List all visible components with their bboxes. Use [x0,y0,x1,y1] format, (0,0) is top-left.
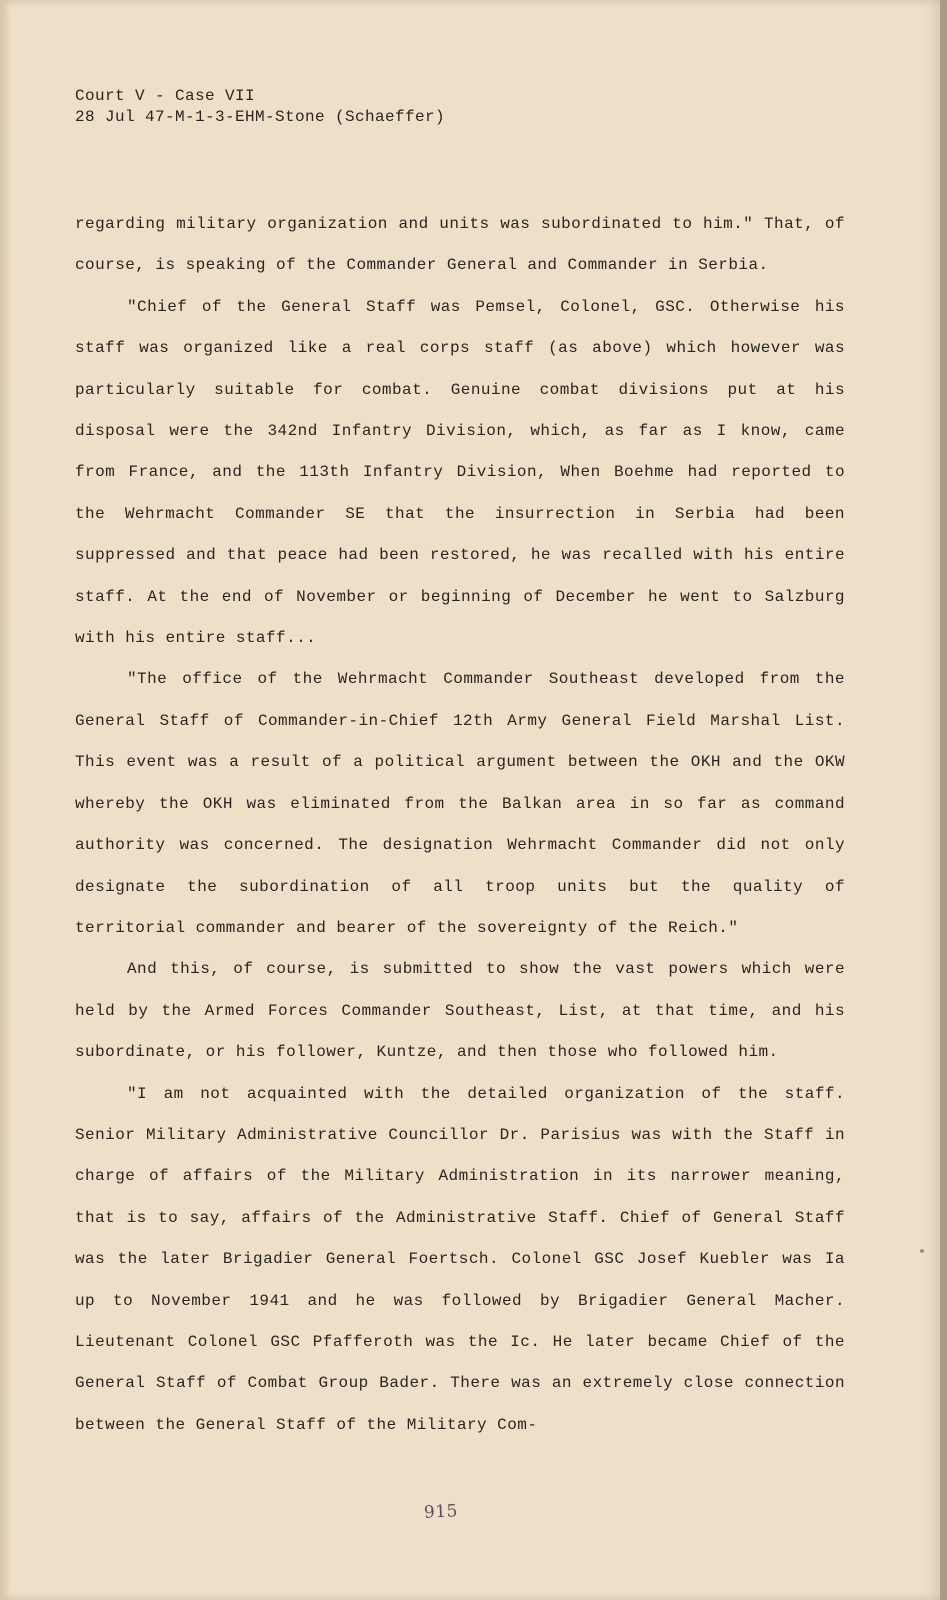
torn-left-edge [0,0,10,1600]
paragraph-continuation: regarding military organization and units was subordinated to him." That, of course, is speaking of the Commander General and Commander in Serbia. [75,215,845,275]
paragraph-quote-staff: "Chief of the General Staff was Pemsel, Colonel, GSC. Otherwise his staff was organized like a real corps staff (as above) which however was particularly suitable for combat. Genuine combat divisions put at his disposal were the 342nd Infantry Division, which, as far as I know, came from France, and the 113th Infantry Division, When Boehme had reported to the Wehrmacht Commander SE that the insurrection in Serbia had been suppressed and that peace had been restored, he was recalled with his entire staff. At the end of November or beginning of December he went to Salzburg with his entire staff... [75,297,845,648]
page-edge-shadow [940,0,947,1600]
transcript-body [75,204,845,1446]
header-court-case: Court V - Case VII [75,87,256,105]
paragraph-submission: And this, of course, is submitted to show the vast powers which were held by the Armed Forces Commander Southeast, List, at that time, and his subordinate, or his follower, Kuntze, and then those who followed him. [75,960,845,1062]
paragraph-quote-organization: "I am not acquainted with the detailed organization of the staff. Senior Military Administrative Councillor Dr. Parisius was with the Staff in charge of affairs of the Military Administration in its narrower meaning, that is to say, affairs of the Administrative Staff. Chief of General Staff was the later Brigadier General Foertsch. Colonel GSC Josef Kuebler was Ia up to November 1941 and he was followed by Brigadier General Macher. Lieutenant Colonel GSC Pfafferoth was the Ic. He later became Chief of the General Staff of Combat Group Bader. There was an extremely close connection between the General Staff of the Military Com- [75,1084,845,1434]
header-date-reference: 28 Jul 47-M-1-3-EHM-Stone (Schaeffer) [75,108,446,126]
paper-speck [920,1249,924,1253]
document-header [75,86,445,128]
handwritten-page-number: 915 [423,1501,459,1523]
paragraph-quote-office: "The office of the Wehrmacht Commander Southeast developed from the General Staff of Commander-in-Chief 12th Army General Field Marshal List. This event was a result of a political argument between the OKH and the OKW whereby the OKH was eliminated from the Balkan area in so far as command authority was concerned. The designation Wehrmacht Commander did not only designate the subordination of all troop units but the quality of territorial commander and bearer of the sovereignty of the Reich." [75,670,845,937]
